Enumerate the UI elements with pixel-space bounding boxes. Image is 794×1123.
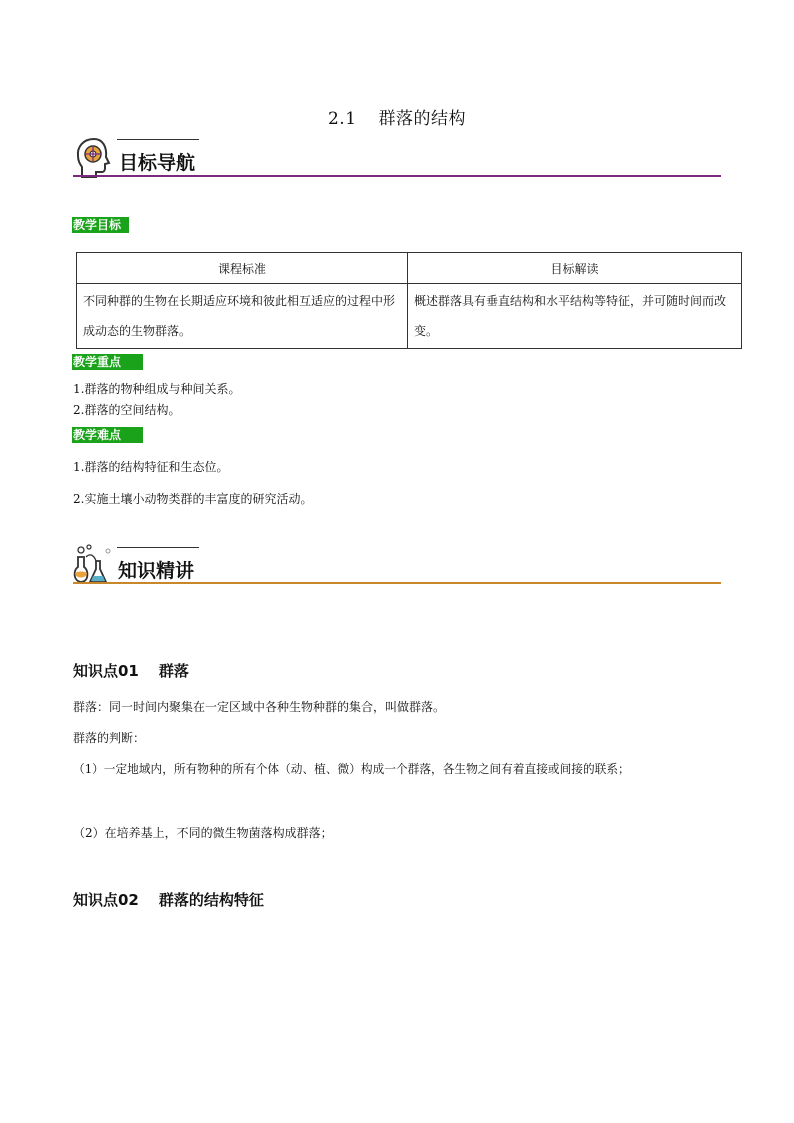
- kp1-heading: [73, 660, 189, 681]
- kp1-item-2: （2）在培养基上，不同的微生物菌落构成群落；: [73, 826, 333, 840]
- teaching-goal-tag: 教学目标: [72, 217, 129, 233]
- key-points-tag: 教学重点: [72, 354, 143, 370]
- kp1-judge-label: 群落的判断：: [73, 731, 146, 745]
- title-number: 2.1: [327, 109, 357, 129]
- goals-table-row: [77, 284, 742, 349]
- kp1-title: 群落: [158, 662, 189, 680]
- section1-top-line: [117, 139, 199, 140]
- difficult-point-item: 1.群落的结构特征和生态位。: [73, 460, 229, 474]
- head-gear-icon: [74, 136, 114, 180]
- goals-header-interpretation: 目标解读: [408, 253, 742, 284]
- goals-cell-interpretation: 概述群落具有垂直结构和水平结构等特征，并可随时间而改变。: [408, 284, 742, 349]
- section1-rule: [73, 175, 721, 177]
- kp1-definition: 群落：同一时间内聚集在一定区域中各种生物种群的集合，叫做群落。: [73, 700, 446, 714]
- kp2-heading: [73, 889, 264, 910]
- key-point-item: 2.群落的空间结构。: [73, 403, 181, 417]
- page-title: [0, 104, 794, 129]
- title-text: 群落的结构: [378, 109, 467, 129]
- kp2-title: 群落的结构特征: [158, 891, 264, 909]
- kp2-number: 知识点02: [73, 891, 139, 909]
- goals-cell-standard: 不同种群的生物在长期适应环境和彼此相互适应的过程中形成动态的生物群落。: [77, 284, 408, 349]
- kp1-item-1: （1）一定地域内，所有物种的所有个体（动、植、微）构成一个群落，各生物之间有着直接或间接的联系；: [73, 762, 630, 776]
- section2-rule: [73, 582, 721, 584]
- kp1-number: 知识点01: [73, 662, 139, 680]
- difficult-point-item: 2.实施土壤小动物类群的丰富度的研究活动。: [73, 492, 313, 506]
- section2-top-line: [117, 547, 199, 548]
- difficult-points-tag: 教学难点: [72, 427, 143, 443]
- lab-flask-icon: [72, 543, 112, 587]
- goals-table-header-row: [77, 253, 742, 284]
- section1-title: 目标导航: [119, 152, 196, 174]
- section2-title: 知识精讲: [118, 560, 195, 582]
- key-point-item: 1.群落的物种组成与种间关系。: [73, 382, 241, 396]
- goals-header-standard: 课程标准: [77, 253, 408, 284]
- goals-table: [76, 252, 742, 349]
